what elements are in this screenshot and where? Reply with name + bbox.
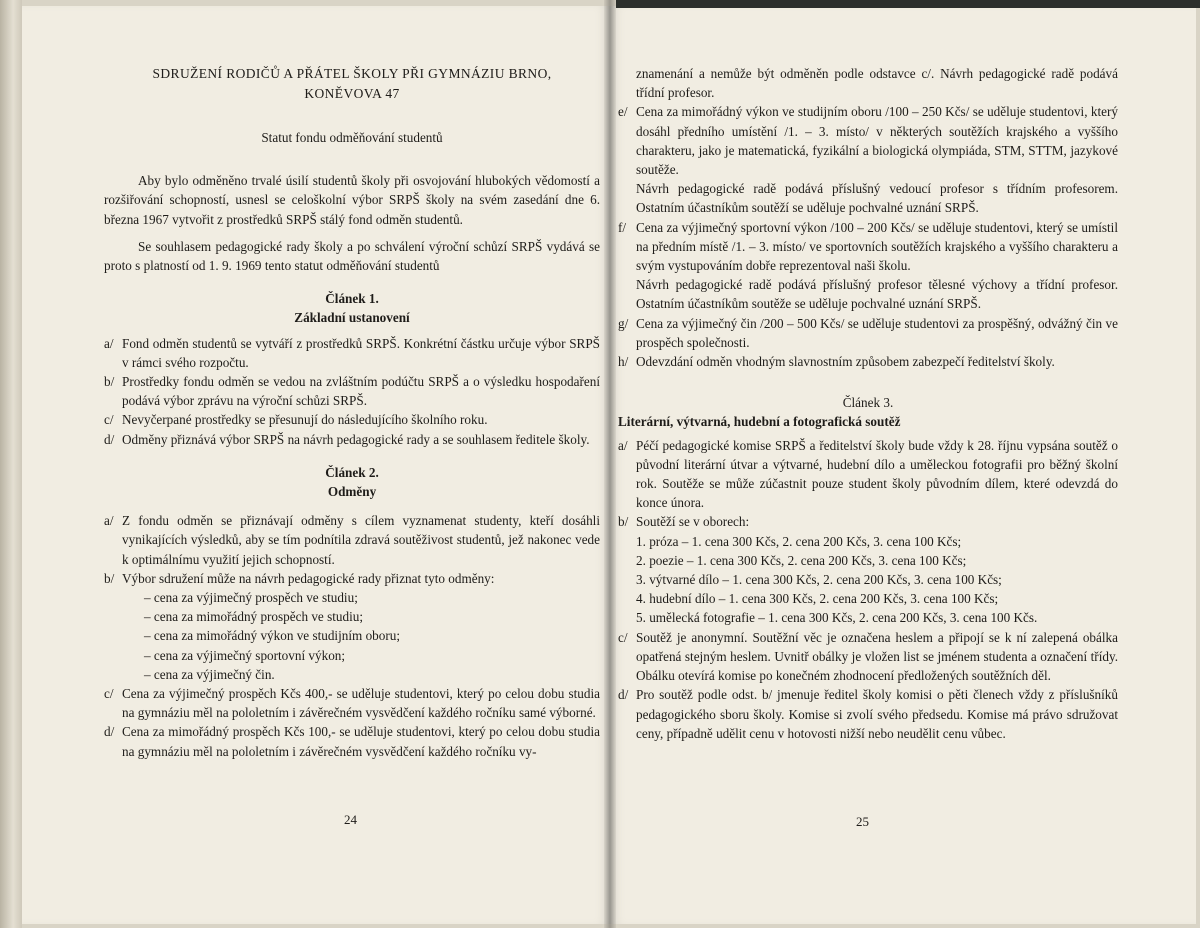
field-item: 5. umělecká fotografie – 1. cena 300 Kčs, 2. cena 200 Kčs, 3. cena 100 Kčs. bbox=[636, 610, 1038, 626]
article3-number: Článek 3. bbox=[842, 395, 894, 411]
award-list bbox=[104, 588, 600, 684]
org-name-line1: SDRUŽENÍ RODIČŮ A PŘÁTEL ŠKOLY PŘI GYMNÁZIU BRNO, bbox=[152, 66, 552, 81]
list-item bbox=[618, 436, 1118, 513]
page-number: 25 bbox=[856, 814, 869, 829]
item-marker: b/ bbox=[104, 570, 115, 586]
item-text: Odevzdání odměn vhodným slavnostním způsobem zabezpečí ředitelství školy. bbox=[636, 354, 1055, 370]
field-item: 4. hudební dílo – 1. cena 300 Kčs, 2. cena 200 Kčs, 3. cena 100 Kčs; bbox=[636, 591, 999, 607]
list-item bbox=[618, 628, 1118, 686]
item-text: Výbor sdružení může na návrh pedagogické rady přiznat tyto odměny: bbox=[122, 570, 495, 586]
item-text: Cena za výjimečný sportovní výkon /100 – 200 Kčs/ se uděluje studentovi, který se umístil na předním místě /1. – 3. místo/ ve sportovních soutěžích krajského a vyššího charakteru a svým vystupováním dobře reprezentoval naši školu. bbox=[636, 219, 1118, 274]
item-text: znamenání a nemůže být odměněn podle odstavce c/. Návrh pedagogické radě podává třídní profesor. bbox=[636, 66, 1118, 101]
item-marker: d/ bbox=[104, 431, 115, 447]
right-page bbox=[610, 6, 1196, 924]
continuation-text bbox=[618, 64, 1118, 102]
item-marker: a/ bbox=[618, 437, 628, 453]
right-page-content bbox=[618, 64, 1118, 743]
item-text: Péčí pedagogické komise SRPŠ a ředitelství školy bude vždy k 28. říjnu vypsána soutěž o původní literární útvar a výtvarné, hudební dílo a uměleckou fotografii pro běžný školní rok. Soutěže se může zúčastnit pouze student školy původním dílem, které odevzdá do konce února. bbox=[636, 437, 1118, 511]
item-text: Fond odměn studentů se vytváří z prostředků SRPŠ. Konkrétní částku určuje výbor SRPŠ v rámci svého rozpočtu. bbox=[122, 335, 600, 370]
left-page-content bbox=[104, 64, 600, 761]
item-text: Cena za mimořádný prospěch Kčs 100,- se uděluje studentovi, který po celou dobu studia na gymnáziu měl na pololetním i závěrečném vysvědčení každého ročníku vy- bbox=[122, 724, 600, 759]
item-marker: c/ bbox=[618, 629, 628, 645]
list-item bbox=[104, 410, 600, 429]
field-item: 2. poezie – 1. cena 300 Kčs, 2. cena 200 Kčs, 3. cena 100 Kčs; bbox=[636, 552, 967, 568]
list-item bbox=[104, 334, 600, 372]
item-text: Soutěží se v oborech: bbox=[636, 514, 750, 530]
item-text: Cena za výjimečný prospěch Kčs 400,- se uděluje studentovi, který po celou dobu studia na gymnáziu měl na pololetním i závěrečném vysvědčení každého ročníku samé výborné. bbox=[122, 686, 600, 721]
list-item bbox=[618, 685, 1118, 743]
field-list bbox=[618, 532, 1118, 628]
article1-title: Základní ustanovení bbox=[294, 310, 410, 326]
item-marker: c/ bbox=[104, 686, 114, 702]
item-marker: g/ bbox=[618, 315, 629, 331]
left-page bbox=[22, 6, 610, 924]
award-item: – cena za výjimečný čin. bbox=[144, 666, 275, 682]
list-item bbox=[618, 102, 1118, 217]
item-extra: Návrh pedagogické radě podává příslušný profesor tělesné výchovy a třídní profesor. Ostatním účastníkům soutěže se uděluje pochvalné uznání SRPŠ. bbox=[636, 277, 1118, 312]
item-text: Cena za výjimečný čin /200 – 500 Kčs/ se uděluje studentovi za prospěšný, odvážný čin ve prospěch společnosti. bbox=[636, 315, 1118, 350]
article2-number: Článek 2. bbox=[325, 464, 379, 480]
intro-paragraph: Aby bylo odměněno trvalé úsilí studentů školy při osvojování hlubokých vědomostí a rozšiřování schopností, usnesl se celoškolní výbor SRPŠ školy na svém zasedání dne 6. března 1967 vytvořit z prostředků SRPŠ stálý fond odměn studentů. bbox=[104, 173, 600, 227]
award-item: – cena za mimořádný prospěch ve studiu; bbox=[144, 609, 363, 625]
article3-title: Literární, výtvarná, hudební a fotografická soutěž bbox=[618, 414, 901, 430]
page-edges bbox=[0, 0, 22, 928]
item-text: Cena za mimořádný výkon ve studijním oboru /100 – 250 Kčs/ se uděluje studentovi, který dosáhl předního umístění /1. – 3. místo/ v některých soutěžích krajského a vyššího charakteru, jako je matematická, fyzikální a biologická olympiáda, STM, STTM, jazykové soutěže. bbox=[636, 104, 1118, 178]
award-item: – cena za mimořádný výkon ve studijním oboru; bbox=[144, 628, 401, 644]
list-item bbox=[104, 372, 600, 410]
intro-paragraph: Se souhlasem pedagogické rady školy a po schválení výroční schůzí SRPŠ vydává se proto s platností od 1. 9. 1969 tento statut odměňování studentů bbox=[104, 238, 600, 274]
top-border bbox=[616, 0, 1200, 8]
item-marker: a/ bbox=[104, 335, 114, 351]
item-text: Pro soutěž podle odst. b/ jmenuje ředitel školy komisi o pěti členech vždy z příslušníků pedagogického sboru školy. Komise si zvolí svého předsedu. Komise má právo sdružovat ceny, případně udělit cenu v hotovosti nižší nebo neudělit cenu vůbec. bbox=[636, 687, 1118, 741]
list-item bbox=[104, 430, 600, 449]
list-item bbox=[618, 314, 1118, 352]
item-text: Z fondu odměn se přiznávají odměny s cílem vyznamenat studenty, kteří dosáhli vynikajících výsledků, aby se tím podnítila zdravá soutěživost studentů, jež nakonec vede k optimálnímu využití jejich schopností. bbox=[122, 513, 600, 567]
item-marker: b/ bbox=[104, 374, 115, 390]
item-extra: Návrh pedagogické radě podává příslušný vedoucí profesor s třídním profesorem. Ostatním účastníkům soutěží se uděluje pochvalné uznání SRPŠ. bbox=[636, 181, 1118, 216]
field-item: 1. próza – 1. cena 300 Kčs, 2. cena 200 Kčs, 3. cena 100 Kčs; bbox=[636, 533, 962, 549]
page-number: 24 bbox=[344, 812, 357, 827]
item-text: Nevyčerpané prostředky se přesunují do následujícího školního roku. bbox=[122, 412, 488, 428]
item-marker: h/ bbox=[618, 354, 629, 370]
item-marker: f/ bbox=[618, 219, 627, 235]
item-marker: b/ bbox=[618, 514, 629, 530]
list-item bbox=[104, 684, 600, 722]
list-item bbox=[618, 512, 1118, 531]
item-marker: c/ bbox=[104, 412, 114, 428]
item-text: Soutěž je anonymní. Soutěžní věc je označena heslem a připojí se k ní zalepená obálka opatřená stejným heslem. Uvnitř obálky je vložen list se jménem studenta a označení třídy. Obálku otevírá komise po konečném zhodnocení předložených soutěžních děl. bbox=[636, 629, 1118, 684]
book-gutter bbox=[604, 0, 616, 928]
item-marker: d/ bbox=[618, 687, 629, 703]
list-item bbox=[104, 722, 600, 760]
org-name-line2: KONĚVOVA 47 bbox=[304, 86, 400, 101]
list-item bbox=[104, 569, 600, 588]
item-marker: e/ bbox=[618, 104, 628, 120]
item-marker: a/ bbox=[104, 513, 114, 529]
list-item bbox=[618, 218, 1118, 314]
list-item bbox=[104, 511, 600, 569]
award-item: – cena za výjimečný prospěch ve studiu; bbox=[144, 590, 358, 606]
article1-number: Článek 1. bbox=[325, 291, 379, 307]
article2-title: Odměny bbox=[327, 484, 377, 500]
list-item bbox=[618, 352, 1118, 371]
statute-title: Statut fondu odměňování studentů bbox=[261, 130, 443, 145]
field-item: 3. výtvarné dílo – 1. cena 300 Kčs, 2. cena 200 Kčs, 3. cena 100 Kčs; bbox=[636, 572, 1002, 588]
award-item: – cena za výjimečný sportovní výkon; bbox=[144, 647, 346, 663]
item-marker: d/ bbox=[104, 724, 115, 740]
item-text: Prostředky fondu odměn se vedou na zvláštním podúčtu SRPŠ a o výsledku hospodaření podává výbor zprávu na výroční schůzi SRPŠ. bbox=[122, 374, 600, 409]
item-text: Odměny přiznává výbor SRPŠ na návrh pedagogické rady a se souhlasem ředitele školy. bbox=[122, 431, 590, 447]
